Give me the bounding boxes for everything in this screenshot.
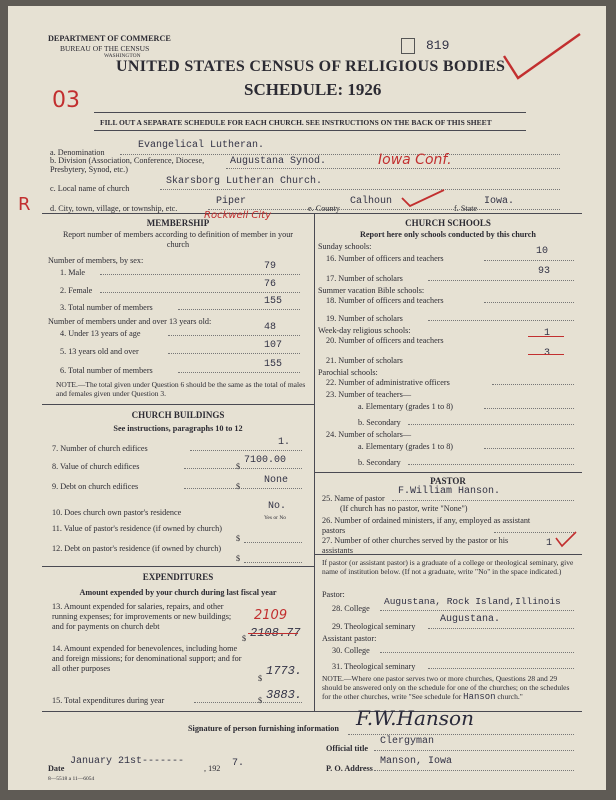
yes-no-hint: Yes or No: [264, 515, 287, 521]
weekday-label: Week-day religious schools:: [318, 326, 411, 335]
q13-strike: [248, 633, 298, 634]
q8-label: 8. Value of church edifices: [52, 462, 140, 471]
year-value: 7.: [232, 758, 245, 769]
q27-value: 1: [546, 538, 553, 549]
handwritten-q13-corrected: 2109: [254, 608, 288, 623]
q1-value: 79: [264, 261, 277, 272]
q21-label: 21. Number of scholars: [326, 356, 403, 365]
q21-strike: [528, 354, 564, 355]
q1-label: 1. Male: [60, 268, 86, 277]
year-prefix: , 192: [204, 764, 221, 773]
q2-label: 2. Female: [60, 286, 93, 295]
q3-value: 155: [264, 296, 283, 307]
q24b-label: b. Secondary: [358, 458, 401, 467]
denomination-value: Evangelical Lutheran.: [138, 140, 265, 151]
checkmark-icon: [496, 26, 586, 86]
form-codes: 8—5518 a 11—6054: [48, 776, 95, 782]
city-label-field: d. City, town, village, or township, etc.: [50, 204, 178, 213]
q26-label: 26. Number of ordained ministers, if any, employed as assistant pastors: [322, 516, 531, 535]
parochial-label: Parochial schools:: [318, 368, 378, 377]
schools-heading: CHURCH SCHOOLS: [405, 218, 491, 228]
q14-label: 14. Amount expended for benevolences, including home and foreign missions; for denominational support; and for all other purposes: [52, 644, 242, 673]
q9-label: 9. Debt on church edifices: [52, 482, 139, 491]
q2-value: 76: [264, 279, 277, 290]
membership-heading: MEMBERSHIP: [146, 218, 210, 228]
q20-value: 1: [544, 328, 551, 339]
expenditures-subhead: Amount expended by your church during last fiscal year: [79, 588, 277, 597]
q23a-label: a. Elementary (grades 1 to 8): [358, 402, 454, 411]
address-label: P. O. Address: [326, 764, 373, 773]
instruction-line: FILL OUT A SEPARATE SCHEDULE FOR EACH CHURCH. SEE INSTRUCTIONS ON THE BACK OF THIS SHEET: [100, 118, 492, 127]
signature-label: Signature of person furnishing information: [188, 724, 339, 733]
official-title: Clergyman: [380, 736, 435, 747]
q10-label: 10. Does church own pastor's residence: [52, 508, 182, 517]
q7-label: 7. Number of church edifices: [52, 444, 148, 453]
q5-value: 107: [264, 340, 283, 351]
date-label: Date: [48, 764, 65, 773]
q23b-label: b. Secondary: [358, 418, 401, 427]
address-value: Manson, Iowa: [380, 756, 453, 767]
q24a-label: a. Elementary (grades 1 to 8): [358, 442, 454, 451]
pastor-note: NOTE.—Where one pastor serves two or more churches, Questions 28 and 29 should be answered only on the schedule for one of the churches; on the schedules for the other churches, write "See schedule for Hanson church.": [322, 674, 570, 702]
sunday-label: Sunday schools:: [318, 242, 372, 251]
expenditures-heading: EXPENDITURES: [142, 572, 214, 582]
q28-label: 28. College: [332, 604, 370, 613]
membership-note: NOTE.—The total given under Question 6 should be the same as the total of males and females given under Question 3.: [56, 380, 306, 398]
official-title-label: Official title: [326, 744, 369, 753]
q31-label: 31. Theological seminary: [332, 662, 416, 671]
signature: F.W.Hanson: [356, 706, 474, 730]
state-label: f. State: [454, 204, 478, 213]
q9-value: None: [264, 475, 289, 486]
stamp-box-icon: [401, 38, 415, 54]
buildings-subhead: See instructions, paragraphs 10 to 12: [113, 424, 243, 433]
q5-label: 5. 13 years old and over: [60, 347, 139, 356]
local-name-label: c. Local name of church: [50, 184, 130, 193]
q21-value: 3: [544, 348, 551, 359]
schedule-title: SCHEDULE: 1926: [244, 80, 382, 99]
pastor-heading: PASTOR: [430, 476, 466, 486]
q27-checkmark-icon: [554, 530, 578, 550]
graduate-note: If pastor (or assistant pastor) is a graduate of a college or theological seminary, give name of institution below. (If not a graduate, write "No" in the space indicated.): [322, 558, 574, 576]
q29-value: Augustana.: [440, 614, 501, 625]
q14-value: 1773.: [266, 664, 303, 678]
handwritten-code: 03: [52, 88, 80, 113]
q17-value: 93: [538, 266, 551, 277]
date-value: January 21st-------: [70, 756, 185, 767]
q16-value: 10: [536, 246, 549, 257]
q23-label: 23. Number of teachers—: [326, 390, 412, 399]
q12-label: 12. Debt on pastor's residence (if owned by church): [52, 544, 222, 553]
q10-value: No.: [268, 501, 287, 512]
city-value: Piper: [216, 196, 247, 207]
q4-value: 48: [264, 322, 277, 333]
buildings-heading: CHURCH BUILDINGS: [131, 410, 225, 420]
form-number: 819: [426, 38, 450, 53]
q25-note: (If church has no pastor, write "None"): [340, 504, 468, 513]
q15-label: 15. Total expenditures during year: [52, 696, 165, 705]
q19-label: 19. Number of scholars: [326, 314, 403, 323]
q7-value: 1.: [278, 437, 291, 448]
q11-label: 11. Value of pastor's residence (if owned by church): [52, 524, 222, 533]
members-by-sex-label: Number of members, by sex:: [48, 256, 144, 265]
pastor-sub-label: Pastor:: [322, 590, 345, 599]
local-name-value: Skarsborg Lutheran Church.: [166, 176, 323, 187]
q30-label: 30. College: [332, 646, 370, 655]
division-label: b. Division (Association, Conference, Diocese, Presbytery, Synod, etc.): [50, 156, 205, 174]
denomination-label: a. Denomination: [50, 148, 105, 157]
pastor-note-value: Hanson: [463, 692, 496, 702]
county-label: e. County: [308, 204, 340, 213]
form-title: UNITED STATES CENSUS OF RELIGIOUS BODIES: [116, 58, 506, 75]
q22-label: 22. Number of administrative officers: [326, 378, 450, 387]
schools-subhead: Report here only schools conducted by this church: [360, 230, 536, 239]
q28-value: Augustana, Rock Island,Illinois: [384, 596, 561, 607]
department-label: DEPARTMENT OF COMMERCE: [48, 34, 171, 43]
bureau-label: BUREAU OF THE CENSUS: [60, 44, 150, 53]
q15-value: 3883.: [266, 688, 303, 702]
membership-subhead: Report number of members according to definition of member in your church: [62, 230, 294, 249]
q13-label: 13. Amount expended for salaries, repairs, and other running expenses; for improvements or new buildings; and for payments on church debt: [52, 602, 232, 631]
q6-value: 155: [264, 359, 283, 370]
q16-label: 16. Number of officers and teachers: [326, 254, 444, 263]
state-value: Iowa.: [484, 196, 515, 207]
handwritten-rockwell: Rockwell City: [204, 210, 272, 221]
q8-value: 7100.00: [244, 455, 287, 466]
q27-label: 27. Number of other churches served by the pastor or his assistants: [322, 536, 509, 555]
county-value: Calhoun: [350, 196, 393, 207]
division-value: Augustana Synod.: [230, 156, 327, 167]
q20-label: 20. Number of officers and teachers: [326, 336, 444, 345]
assistant-label: Assistant pastor:: [322, 634, 377, 643]
q25-label: 25. Name of pastor: [322, 494, 385, 503]
q29-label: 29. Theological seminary: [332, 622, 416, 631]
q20-strike: [528, 336, 564, 337]
q6-label: 6. Total number of members: [60, 366, 153, 375]
q18-label: 18. Number of officers and teachers: [326, 296, 444, 305]
q24-label: 24. Number of scholars—: [326, 430, 412, 439]
handwritten-conference: Iowa Conf.: [378, 152, 452, 168]
census-schedule-sheet: DEPARTMENT OF COMMERCE BUREAU OF THE CENSUS WASHINGTON UNITED STATES CENSUS OF RELIGIOUS BODIES SCHEDULE: 1926 819 03 FILL OUT A SEPARATE SCHEDULE FOR EACH CHURCH. SEE INSTRUCTIONS ON THE BACK OF THIS SHEET a. Denomination Evangelical Lutheran. b. Division (Association, Conference, Diocese, Presbytery, Synod, etc.) Augustana Synod. Iowa Conf. c. Local name of church Skarsborg Lutheran Church. R d. City, town, village, or township, etc. Piper e. County Calhoun f. State Iowa. MEMBERSHIP Rockwell City Report number of members according to definition of member in your church Number of members, by sex: 1. Male 79 2. Female 76 3. Total number of members 155 Number of members under and over 13 years old: 4. Under 13 years of age 48 5. 13 years old and over 107 6. Total number of members 155 NOTE.—The total given under Question 6 should be the same as the total of males and females given under Question 3. CHURCH BUILDINGS See instructions, paragraphs 10 to 12 7. Number of church edifices 1. 8. Value of church edifices $ 7100.00 9. Debt on church edifices $ None 10. Does church own pastor's residence No. Yes or No 11. Value of pastor's residence (if owned by church) $ 12. Debt on pastor's residence (if owned by church) $ EXPENDITURES Amount expended by your church during last fiscal year 13. Amount expended for salaries, repairs, and other running expenses; for improvements or new buildings; and for payments on church debt 2109 $ 2108.77 14. Amount expended for benevolences, including home and foreign missions; for denominational support; and for all other purposes $ 1773. 15. Total expenditures during year $ 3883. CHURCH SCHOOLS Report here only schools conducted by this church Sunday schools: 16. Number of officers and teachers 10 17. Number of scholars 93 Summer vacation Bible schools: 18. Number of officers and teachers 19. Number of scholars Week-day religious schools: 20. Number of officers and teachers 1 21. Number of scholars 3 Parochial schools: 22. Number of administrative officers 23. Number of teachers— a. Elementary (grades 1 to 8) b. Secondary 24. Number of scholars— a. Elementary (grades 1 to 8) b. Secondary PASTOR 25. Name of pastor F.William Hanson. (If church has no pastor, write "None") 26. Number of ordained ministers, if any, employed as assistant pastors 27. Number of other churches served by the pastor or his assistants 1 If pastor (or assistant pastor) is a graduate of a college or theological seminary, give name of institution below. (If not a graduate, write "No" in the space indicated.) Pastor: 28. College Augustana, Rock Island,Illinois 29. Theological seminary Augustana. Assistant pastor: 30. College 31. Theological seminary NOTE.—Where one pastor serves two or more churches, Questions 28 and 29 should be answered only on the schedule for one of the churches; on the schedules for the other churches, write "See schedule for Hanson church." Signature of person furnishing information F.W.Hanson Official title Clergyman Date January 21st------- , 192 7. P. O. Address Manson, Iowa 8—5518 a 11—6054: [8, 6, 606, 790]
age-label: Number of members under and over 13 years old:: [48, 317, 212, 326]
q17-label: 17. Number of scholars: [326, 274, 403, 283]
county-checkmark-icon: [398, 186, 448, 208]
q4-label: 4. Under 13 years of age: [60, 329, 141, 338]
summer-label: Summer vacation Bible schools:: [318, 286, 425, 295]
q13-value: 2108.77: [250, 626, 301, 640]
q3-label: 3. Total number of members: [60, 303, 153, 312]
q25-value: F.William Hanson.: [398, 486, 501, 497]
city-label: WASHINGTON: [104, 53, 141, 59]
handwritten-r-mark: R: [18, 194, 31, 215]
